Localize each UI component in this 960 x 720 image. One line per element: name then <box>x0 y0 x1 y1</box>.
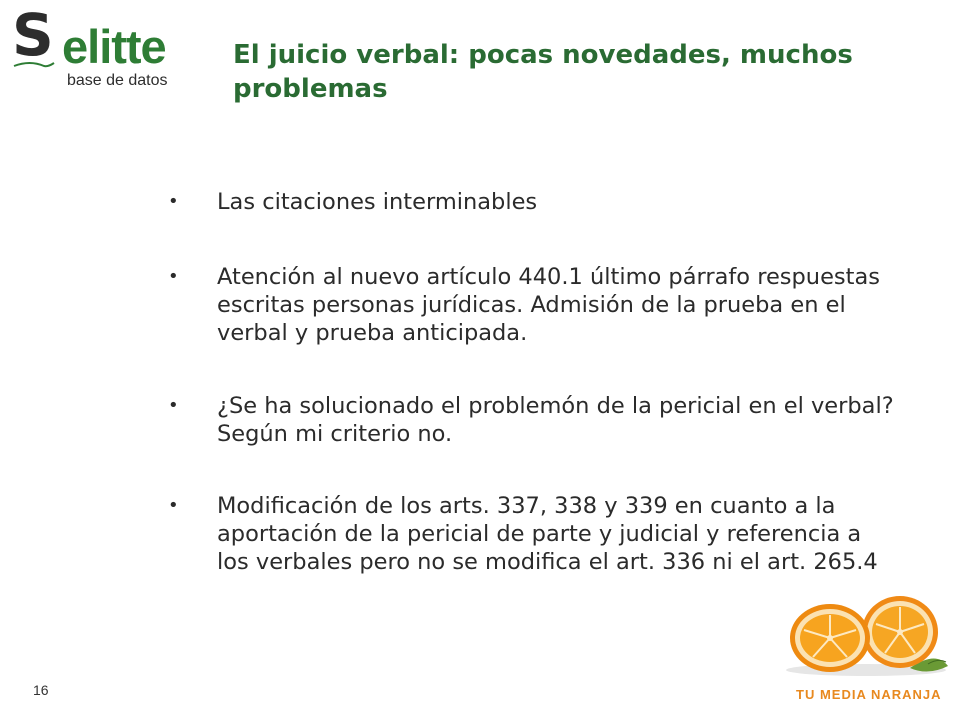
elitte-logo-mark <box>10 6 195 68</box>
brand-tagline: TU MEDIA NARANJA <box>796 687 942 702</box>
logo-subtitle: base de datos <box>67 72 168 89</box>
bullet-dot: • <box>168 191 179 212</box>
bullet-text: Atención al nuevo artículo 440.1 último párrafo respuestas escritas personas jurídicas. Admisión de la prueba en el verbal y prueba anticipada. <box>217 264 880 346</box>
bullet-dot: • <box>168 495 179 516</box>
logo-name: elitte <box>62 20 166 68</box>
page-number: 16 <box>33 682 49 698</box>
halved-oranges-icon <box>778 590 953 680</box>
bullet-item <box>160 188 900 216</box>
bullet-dot: • <box>168 266 179 287</box>
bullet-item <box>160 263 900 347</box>
slide-title: El juicio verbal: pocas novedades, muchos problemas <box>233 40 853 104</box>
bullet-item <box>160 392 900 448</box>
bullet-text: ¿Se ha solucionado el problemón de la pericial en el verbal? Según mi criterio no. <box>217 393 894 447</box>
elitte-logo <box>10 6 195 94</box>
bullet-dot: • <box>168 395 179 416</box>
logo-letter: S <box>12 6 54 68</box>
bullet-item <box>160 492 900 576</box>
bullet-text: Las citaciones interminables <box>217 189 538 215</box>
bullet-list <box>160 188 900 576</box>
bullet-text: Modificación de los arts. 337, 338 y 339 en cuanto a la aportación de la pericial de parte y judicial y referencia a los verbales pero no se modifica el art. 336 ni el art. 265.4 <box>217 493 878 575</box>
